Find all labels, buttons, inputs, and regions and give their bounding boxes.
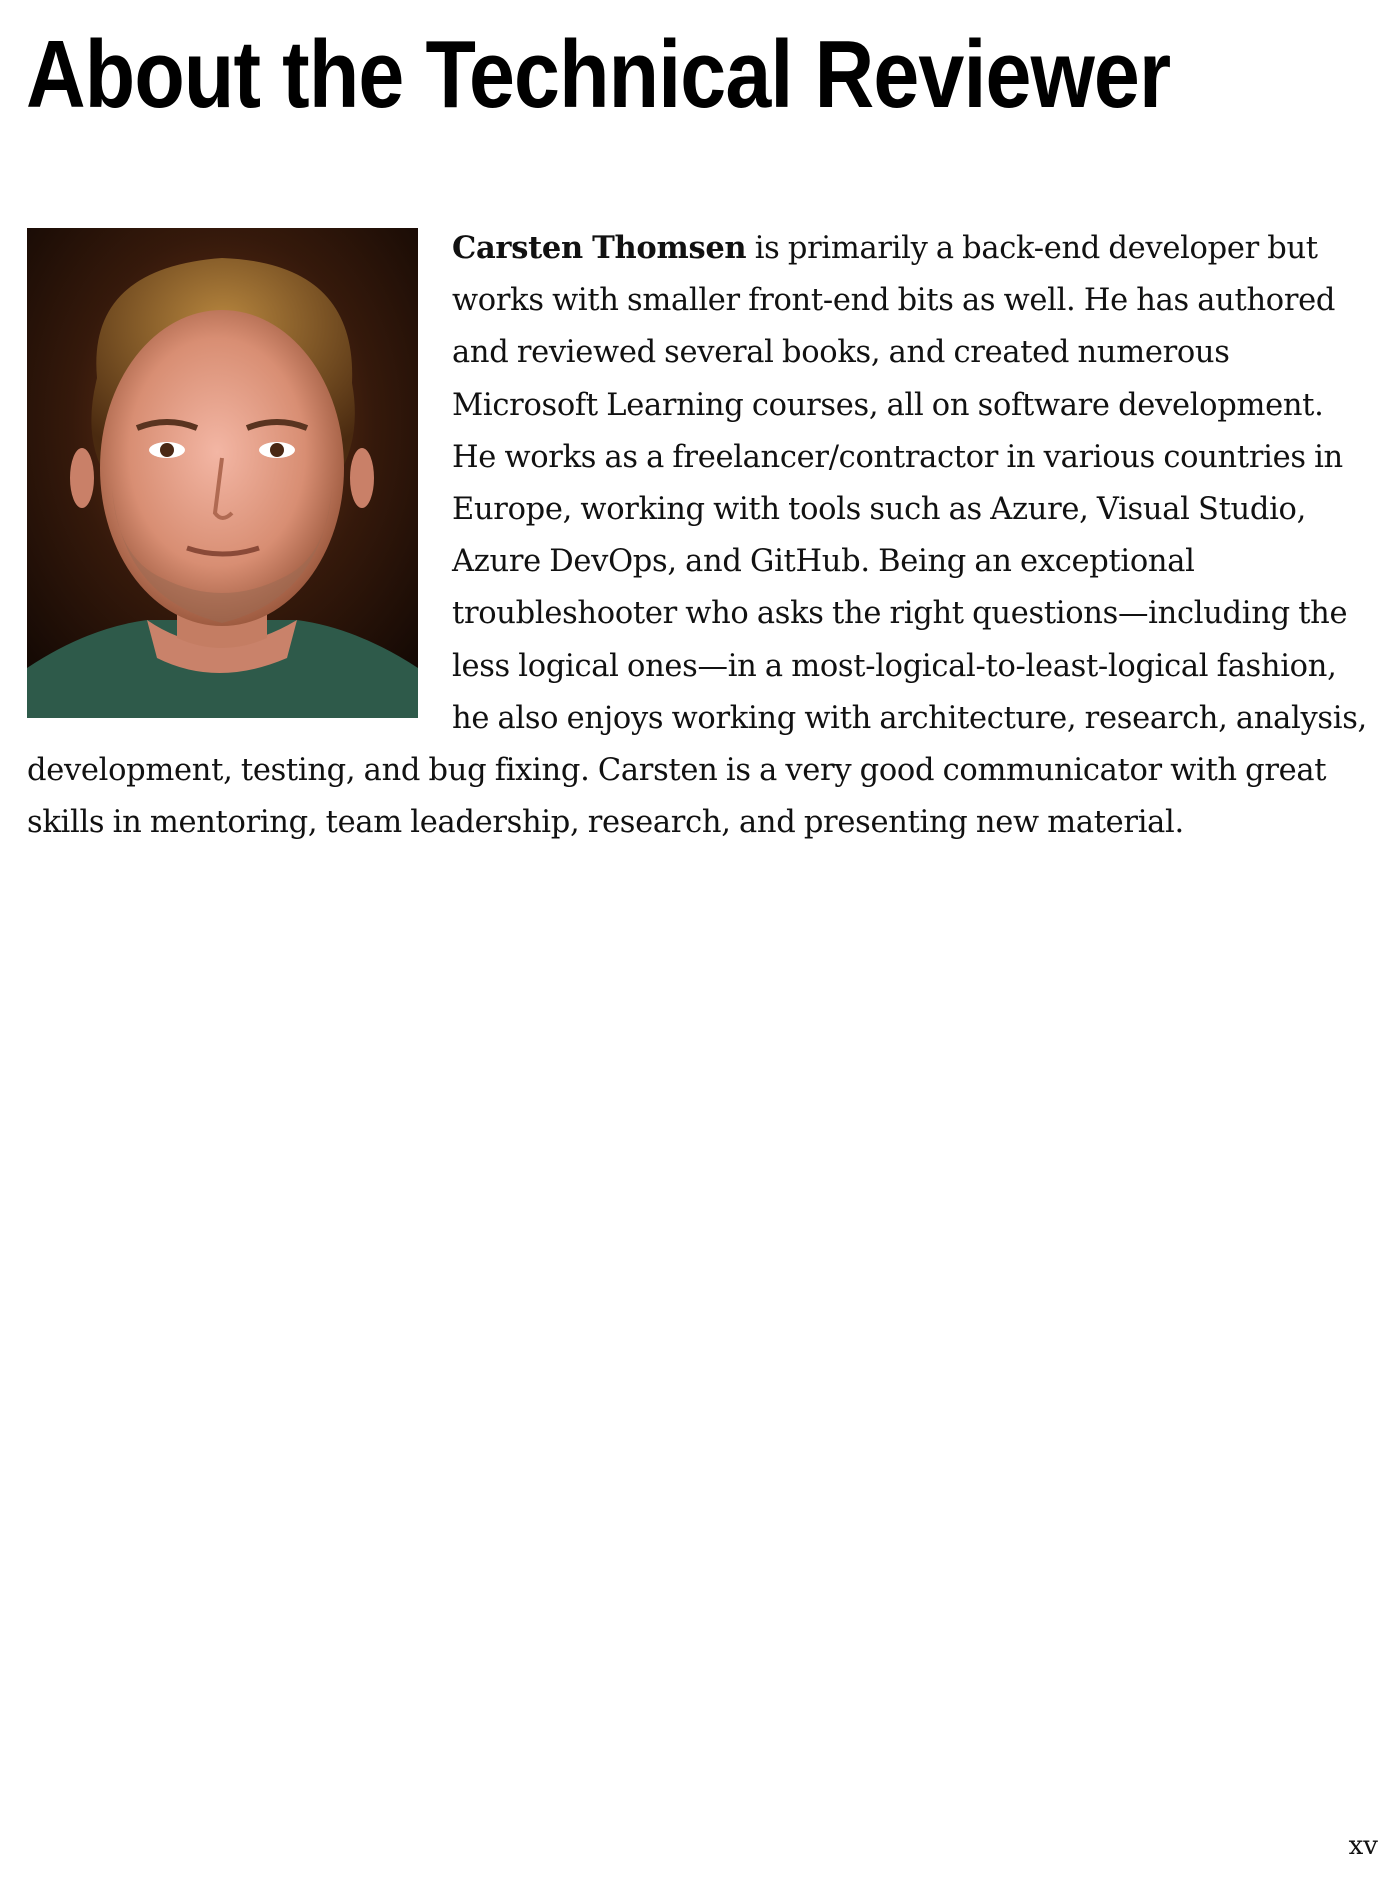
page-title: About the Technical Reviewer [26,21,1171,128]
reviewer-photo [27,228,418,718]
page-number: xv [1348,1831,1378,1861]
bio-text: is primarily a back-end developer but works with smaller front-end bits as well. He has authored and reviewed several books, and created numerous Microsoft Learning courses, all on software development. He works as a freelancer/contractor in various countries in Europe, working with tools such as Azure, Visual Studio, Azure DevOps, and GitHub. Being an exceptional troubleshooter who asks the right questions—including the less logical ones—in a most-logical-to-least-logical fashion, he also enjoys working with architecture, research, analysis, development, testing, and bug fixing. Carsten is a very good communicator with great skills in mentoring, team leadership, research, and presenting new material. [27,231,1367,841]
reviewer-name: Carsten Thomsen [452,230,747,266]
reviewer-bio [27,222,1375,849]
